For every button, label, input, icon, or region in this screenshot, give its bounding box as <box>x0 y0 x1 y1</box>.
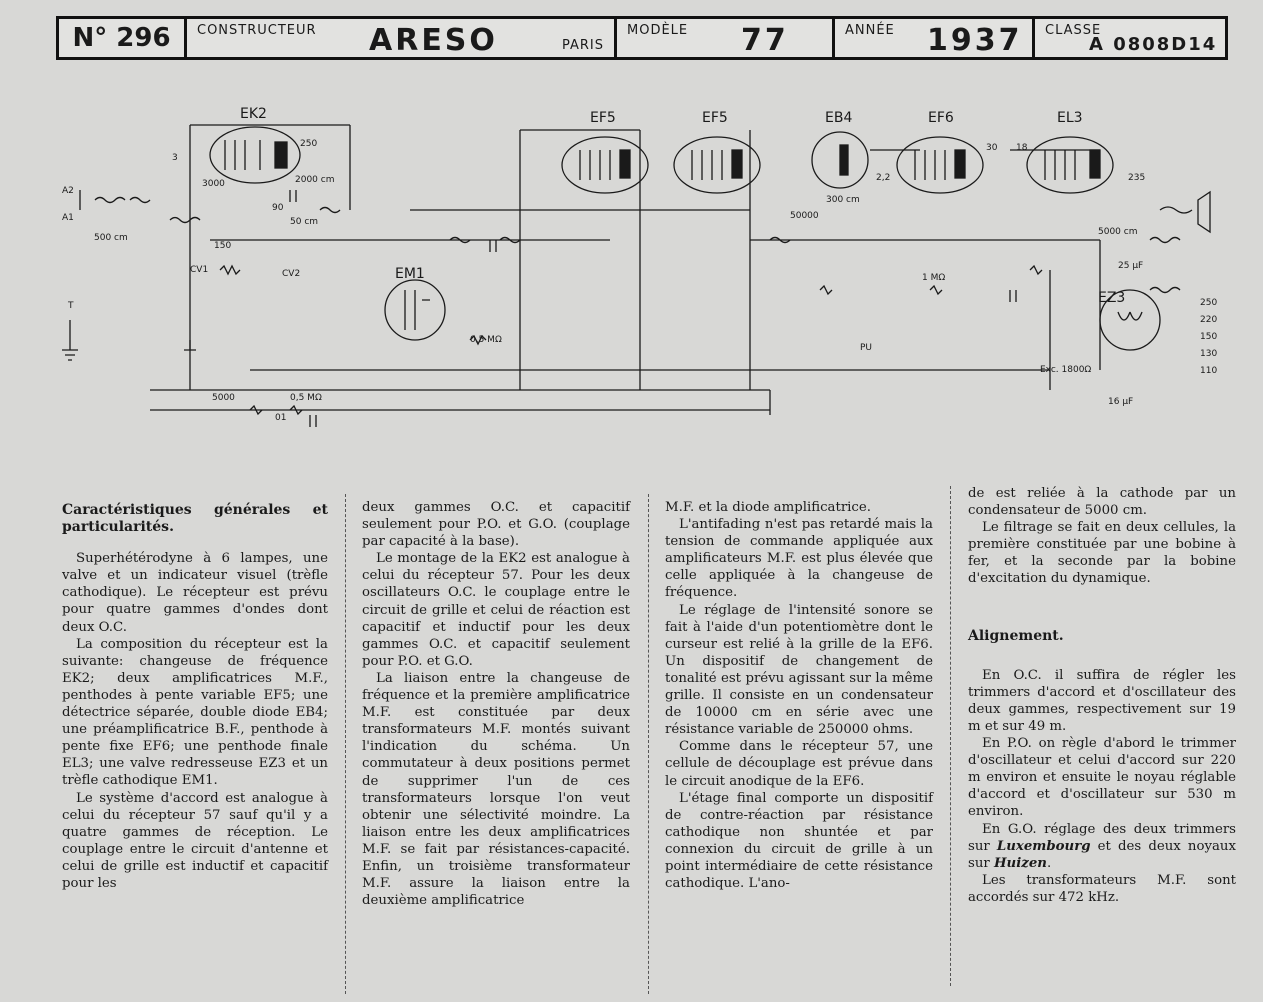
text-span: . <box>1046 855 1052 871</box>
voltage-220: 220 <box>1200 315 1218 325</box>
constructeur-label: CONSTRUCTEUR <box>197 23 317 38</box>
label-235: 235 <box>1128 173 1146 183</box>
label-30: 30 <box>986 143 998 153</box>
paragraph: L'antifading n'est pas retardé mais la tension de commande appliquée aux amplificateurs M.F. est plus élevée que celle appliquée à la changeuse de fréquence. <box>665 517 933 601</box>
column-divider <box>648 494 649 994</box>
text-luxembourg: Luxembourg <box>996 838 1091 854</box>
classe-cell <box>1035 19 1225 57</box>
tube-label-ez3: EZ3 <box>1098 290 1126 306</box>
section-title-caracteristiques: Caractéristiques générales et particularités. <box>62 502 328 536</box>
tube-label-eb4: EB4 <box>825 110 853 126</box>
label-50000: 50000 <box>790 211 819 221</box>
label-500cm: 500 cm <box>94 233 128 243</box>
label-3: 3 <box>172 153 178 163</box>
label-a2: A2 <box>62 186 74 196</box>
label-01: 01 <box>275 413 287 423</box>
tube-ef5-2 <box>674 110 760 193</box>
column-divider <box>345 494 346 994</box>
tube-label-el3: EL3 <box>1057 110 1083 126</box>
column-divider <box>950 486 951 986</box>
tube-ef6 <box>897 110 983 193</box>
speaker-symbol <box>1160 192 1210 232</box>
paragraph: En O.C. il suffira de régler les trimmers d'accord et d'oscillateur des deux gammes, respectivement sur 19 m et sur 49 m. <box>968 667 1236 734</box>
tube-ez3 <box>1098 290 1160 350</box>
label-2-2: 2,2 <box>876 173 891 183</box>
label-pu: PU <box>860 343 873 353</box>
column-3 <box>665 499 933 892</box>
label-90: 90 <box>272 203 284 213</box>
label-05mohm-2: 0,5 MΩ <box>470 335 502 345</box>
tube-em1 <box>385 266 445 340</box>
tube-eb4 <box>812 110 868 188</box>
modele-label: MODÈLE <box>627 23 689 38</box>
label-300cm: 300 cm <box>826 195 860 205</box>
annee-cell <box>835 19 1035 57</box>
classe-value: A 0808D14 <box>1089 34 1218 55</box>
paragraph: Le système d'accord est analogue à celui du récepteur 57 sauf qu'il y a quatre gammes de réception. Le couplage entre le circuit d'antenne et celui de grille est inductif et capacitif pour les <box>62 790 328 891</box>
paragraph: En P.O. on règle d'abord le trimmer d'oscillateur et celui d'accord sur 220 m environ et ensuite le noyau réglable d'accord et d'oscillateur sur 530 m environ. <box>968 736 1236 820</box>
label-exc: Exc. 1800Ω <box>1040 365 1092 375</box>
label-150: 150 <box>214 241 232 251</box>
header-bar <box>56 16 1228 60</box>
text-huizen: Huizen <box>993 855 1047 871</box>
circuit-schematic <box>50 90 1220 440</box>
label-a1: A1 <box>62 213 74 223</box>
tube-ek2 <box>210 106 300 183</box>
paragraph: L'étage final comporte un dispositif de contre-réaction par résistance cathodique non shuntée et par connexion du circuit de grille à un point intermédiaire de cette résistance cathodique. L'ano- <box>665 790 933 892</box>
tube-label-em1: EM1 <box>395 266 425 282</box>
paragraph: M.F. et la diode amplificatrice. <box>665 500 871 515</box>
paragraph: La liaison entre la changeuse de fréquence et la première amplificatrice M.F. est constituée par deux transformateurs M.F. montés suivant l'indication du schéma. Un commutateur à deux positions permet de supprimer l'un de ces transformateurs lorsque l'on veut obtenir une sélectivité moindre. La liaison entre les deux amplificatrices M.F. se fait par résistances-capacité. Enfin, un troisième transformateur M.F. assure la liaison entre la deuxième amplificatrice <box>362 670 630 909</box>
paragraph: Superhétérodyne à 6 lampes, une valve et un indicateur visuel (trèfle cathodique). Le récepteur est prévu pour quatre gammes d'ondes dont deux O.C. <box>62 551 328 635</box>
voltage-150: 150 <box>1200 332 1218 342</box>
tube-label-ef6: EF6 <box>928 110 954 126</box>
label-2000cm: 2000 cm <box>295 175 335 185</box>
label-cv1: CV1 <box>190 265 209 275</box>
column-4 <box>968 485 1236 906</box>
section-title-alignement: Alignement. <box>968 627 1064 644</box>
label-5000cm: 5000 cm <box>1098 227 1138 237</box>
constructeur-cell <box>187 19 617 57</box>
column-1 <box>62 502 328 892</box>
constructeur-name: ARESO <box>369 23 498 58</box>
tube-ef5-1 <box>562 110 648 193</box>
sheet-number: N° 296 <box>59 19 187 57</box>
column-2 <box>362 499 630 909</box>
paragraph: deux gammes O.C. et capacitif seulement pour P.O. et G.O. (couplage par capacité à la base). <box>362 500 630 550</box>
annee-value: 1937 <box>927 23 1023 58</box>
label-3000: 3000 <box>202 179 225 189</box>
tube-label-ef5-2: EF5 <box>702 110 728 126</box>
tube-label-ek2: EK2 <box>240 106 267 122</box>
modele-value: 77 <box>741 23 789 58</box>
text-span: et des deux noyaux sur <box>968 838 1236 871</box>
paragraph: Le montage de la EK2 est analogue à celui du récepteur 57. Pour les deux oscillateurs O.C. le couplage entre le circuit de grille et celui de réaction est capacitif et inductif pour les deux gammes O.C. et capacitif seulement pour P.O. et G.O. <box>362 551 630 669</box>
tube-el3 <box>1027 110 1113 193</box>
label-50cm: 50 cm <box>290 217 319 227</box>
label-16uf: 16 µF <box>1108 397 1134 407</box>
text-span: En G.O. réglage des deux trimmers sur <box>968 821 1236 854</box>
resistor-symbols <box>220 266 1042 414</box>
classe-label: CLASSE <box>1045 23 1102 38</box>
voltage-110: 110 <box>1200 366 1218 376</box>
tube-label-ef5-1: EF5 <box>590 110 616 126</box>
paragraph: Les transformateurs M.F. sont accordés sur 472 kHz. <box>968 872 1236 905</box>
modele-cell <box>617 19 835 57</box>
paragraph-go <box>968 821 1236 872</box>
label-25uf: 25 µF <box>1118 261 1144 271</box>
wire-runs <box>210 210 1100 390</box>
paragraph: Le réglage de l'intensité sonore se fait à l'aide d'un potentiomètre dont le curseur est relié à la grille de la EF6. Un dispositif de changement de tonalité est prévu agissant sur la même grille. Il consiste en un condensateur de 10000 cm en série avec une résistance variable de 250000 ohms. <box>665 602 933 738</box>
paragraph: Le filtrage se fait en deux cellules, la première constituée par une bobine à fer, et la seconde par la bobine d'excitation du dynamique. <box>968 520 1236 587</box>
label-250: 250 <box>300 139 318 149</box>
coil-symbols <box>95 198 1180 293</box>
label-1mohm: 1 MΩ <box>922 273 946 283</box>
label-18: 18 <box>1016 143 1028 153</box>
annee-label: ANNÉE <box>845 23 895 38</box>
label-cv2: CV2 <box>282 269 301 279</box>
label-5000: 5000 <box>212 393 235 403</box>
paragraph: de est reliée à la cathode par un condensateur de 5000 cm. <box>968 486 1236 519</box>
capacitor-symbols <box>290 190 1016 427</box>
voltage-130: 130 <box>1200 349 1218 359</box>
paragraph: La composition du récepteur est la suivante: changeuse de fréquence EK2; deux amplificatrices M.F., penthodes à pente variable EF5; une détectrice séparée, double diode EB4; une préamplificatrice B.F., penthode à pente fixe EF6; une penthode finale EL3; une valve redresseuse EZ3 et un trèfle cathodique EM1. <box>62 636 328 789</box>
label-05mohm: 0,5 MΩ <box>290 393 322 403</box>
constructeur-city: PARIS <box>561 38 604 53</box>
label-t: T <box>68 301 74 311</box>
voltage-250: 250 <box>1200 298 1218 308</box>
ground-symbols <box>62 190 196 360</box>
paragraph: Comme dans le récepteur 57, une cellule de découplage est prévue dans le circuit anodique de la EF6. <box>665 739 933 789</box>
